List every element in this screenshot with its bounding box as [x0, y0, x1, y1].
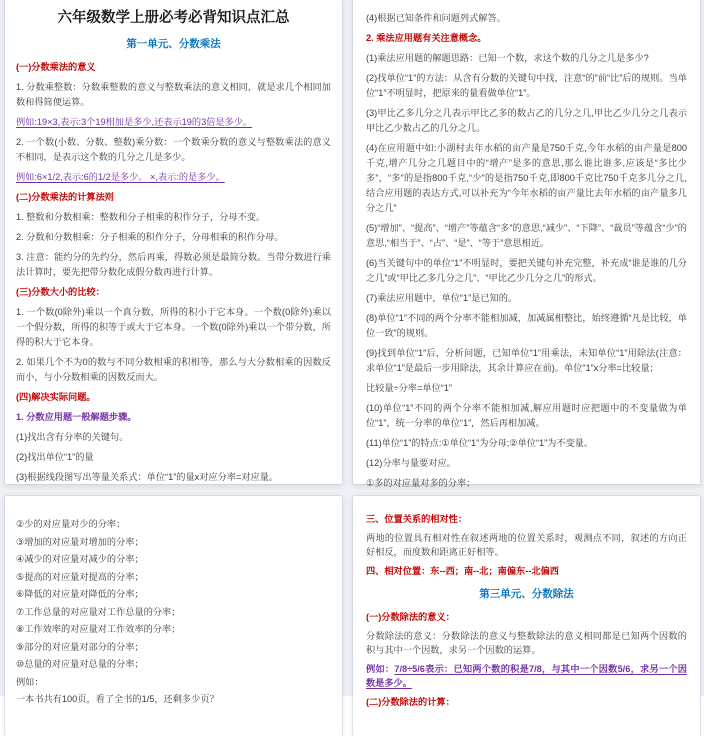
notes-page-1-block-body: 2. 一个数(小数、分数、整数)乘分数：一个数乘分数的意义与整数乘法的意义不相同，是表示这个数的几分之几是多少。	[16, 137, 331, 162]
notes-page-1-block-title: 六年级数学上册必考必背知识点汇总	[57, 10, 290, 26]
notes-page-1-block-purple: 1. 分数应用题一般解题步骤。	[16, 412, 137, 422]
notes-page-2-block-body: (9)找到单位“1”后，分析问题，已知单位“1”用乘法，未知单位“1”用除法(注意：求单位“1”是最后一步用除法，其余计算应在前)。单位“1”x分率=比较量；	[366, 348, 687, 373]
notes-page-4-block-section: 第三单元、分数除法	[479, 588, 574, 600]
notes-page-3-block-body: ④减少的对应量对减少的分率；	[16, 554, 144, 564]
notes-page-3-block-body: ⑩总量的对应量对总量的分率；	[16, 659, 144, 669]
notes-page-4	[353, 496, 700, 736]
notes-page-1-block-red: (二)分数乘法的计算法则	[16, 192, 114, 202]
notes-page-1-block-body: 1. 分数乘整数：分数乘整数的意义与整数乘法的意义相同，就是求几个相同加数和得简便运算。	[16, 82, 331, 107]
notes-page-1-block-body: (3)根据线段图写出等量关系式：单位“1”的量x对应分率=对应量。	[16, 472, 279, 482]
notes-page-1-block-red: (三)分数大小的比较：	[16, 287, 105, 297]
notes-page-2-block-body: (7)乘法应用题中，单位“1”是已知的。	[366, 293, 518, 303]
notes-page-1-block-body: (2)找出单位“1”的量	[16, 452, 94, 462]
notes-page-1-block-body: 2. 分数和分数相乘：分子相乘的积作分子，分母相乘的积作分母。	[16, 232, 284, 242]
notes-page-1-block-body: 2. 如果几个不为0的数与不同分数相乘的积相等，那么与大分数相乘的因数反而小，与小分数相乘的因数反而大。	[16, 357, 331, 382]
example-text: 7/8÷5/6表示：已知两个数的积是7/8，与其中一个因数5/6，求另一个因数是多少。	[366, 663, 687, 688]
notes-page-2-block-body: ①多的对应量对多的分率；	[366, 478, 476, 488]
notes-page-4-block-example2	[366, 662, 687, 691]
notes-page-4-block-body: 两地的位置具有相对性在叙述两地的位置关系时，观测点不同，叙述的方向正好相反，而度数和距离正好相等。	[366, 532, 687, 557]
notes-page-1-block-body: (1)找出含有分率的关键句。	[16, 432, 129, 442]
notes-page-2-block-body: (4)根据已知条件和问题列式解答。	[366, 13, 506, 23]
notes-page-3-block-body: ⑨部分的对应量对部分的分率；	[16, 641, 144, 652]
notes-page-3-block-body: ⑥降低的对应量对降低的分率；	[16, 589, 144, 599]
notes-page-1-block-section: 第一单元、分数乘法	[126, 38, 221, 50]
notes-page-2-block-body: (5)“增加”、“提高”、“增产”等蕴含“多”的意思,“减少”、“下降”、“裁员”等蕴含“少”的意思,“相当于”、“占”、“是”、“等于”意思相近。	[366, 223, 687, 248]
notes-page-2-block-body: (8)单位“1”不同的两个分率不能相加减，加减属相整比，始终遵循“凡是比较，单位一致”的规则。	[366, 313, 687, 338]
notes-page-2-block-red: 2. 乘法应用题有关注意概念。	[366, 33, 487, 43]
notes-page-1-block-body: 3. 注意：能约分的先约分，然后再乘，得数必须是最简分数。当带分数进行乘法计算时，要先把带分数化成假分数再进行计算。	[16, 252, 331, 277]
notes-page-4-block-red: 四、相对位置：东--西；南--北；南偏东--北偏西	[366, 565, 559, 576]
notes-page-3-block-body: ⑦工作总量的对应量对工作总量的分率；	[16, 606, 181, 617]
notes-page-2-block-body: (3)甲比乙多几分之几表示甲比乙多的数占乙的几分之几,甲比乙少几分之几表示甲比乙少数占乙的几分之几。	[366, 108, 687, 133]
notes-page-2-block-body: (1)乘法应用题的解题思路：已知一个数，求这个数的几分之几是多少?	[366, 53, 649, 63]
notes-page-4-block-red: (二)分数除法的计算：	[366, 696, 455, 707]
notes-page-3-block-body: 例如：	[16, 676, 44, 687]
notes-page-2-block-body: 比较量÷分率=单位“1”	[366, 383, 452, 393]
notes-page-3-block-body: ⑧工作效率的对应量对工作效率的分率；	[16, 624, 181, 634]
notes-page-2	[353, 0, 700, 488]
notes-page-1-block-body: 1. 一个数(0除外)乘以一个真分数，所得的积小于它本身。一个数(0除外)乘以一个假分数，所得的积等于或大于它本身。一个数(0除外)乘以一个带分数，所得的积大于它本身。	[16, 307, 331, 347]
notes-page-1-block-body: 1. 整数和分数相乘：整数和分子相乘的积作分子，分母不变。	[16, 212, 266, 222]
notes-page-3-block-body: ⑤提高的对应量对提高的分率；	[16, 571, 144, 582]
notes-page-1-block-example: 例如:19×3,表示:3个19相加是多少,还表示19的3倍是多少。	[16, 117, 253, 127]
notes-page-1-block-red: (四)解决实际问题。	[16, 392, 96, 402]
notes-page-4-block-body: 分数除法的意义：分数除法的意义与整数除法的意义相同都是已知两个因数的积与其中一个因数，求另一个因数的运算。	[366, 630, 687, 655]
notes-page-2-block-body: (6)当关键句中的单位“1”不明显时，要把关键句补充完整，补充成“谁是谁的几分之几”或“甲比乙多几分之几”、“甲比乙少几分之几”的形式。	[366, 258, 687, 283]
notes-page-3-block-body: ②少的对应量对少的分率；	[16, 519, 126, 529]
notes-page-1	[5, 0, 342, 484]
notes-page-4-block-red: 三、位置关系的相对性：	[366, 514, 468, 524]
notes-page-2-block-body: (2)找单位“1”的方法：从含有分数的关键句中找，注意“的”前“比”后的规则。当单位“1”不明显时，把原来的量看做单位“1”。	[366, 73, 687, 98]
notes-page-2-block-body: (10)单位“1”不同的两个分率不能相加减,解应用题时应把题中的不变量做为单位“1”，统一分率的单位“1”，然后再相加减。	[366, 403, 687, 428]
notes-page-3-block-body: ③增加的对应量对增加的分率；	[16, 536, 144, 547]
notes-page-2-block-body: (11)单位“1”的特点:①单位“1”为分母;②单位“1”为不变量。	[366, 438, 594, 448]
notes-page-2-block-body: (4)在应用题中如:小湖村去年水稻的亩产量是750千克,今年水稻的亩产量是800千克,增产几分之几题目中的“增产”是多的意思,那么谁比谁多,应该是“多比少多”，“多”的是指800千克,“少”的是指750千克,即800千克比750千克多几分之几,结合应用题的表达方式,可以补充为“今年水稻的亩产量比去年水稻的亩产量多几分之几”	[366, 143, 687, 213]
example-label: 例如：	[366, 663, 395, 674]
notes-page-4-block-red: (一)分数除法的意义：	[366, 612, 455, 622]
notes-page-1-block-example: 例如:6×1/2,表示:6的1/2是多少。 ×,表示:的是多少。	[16, 172, 225, 182]
notes-page-3-block-body: 一本书共有100页，看了全书的1/5，还剩多少页？	[16, 694, 219, 704]
notes-page-3	[5, 496, 342, 736]
notes-page-2-block-body: (12)分率与量要对应。	[366, 458, 456, 468]
notes-page-1-block-red: (一)分数乘法的意义	[16, 62, 96, 72]
